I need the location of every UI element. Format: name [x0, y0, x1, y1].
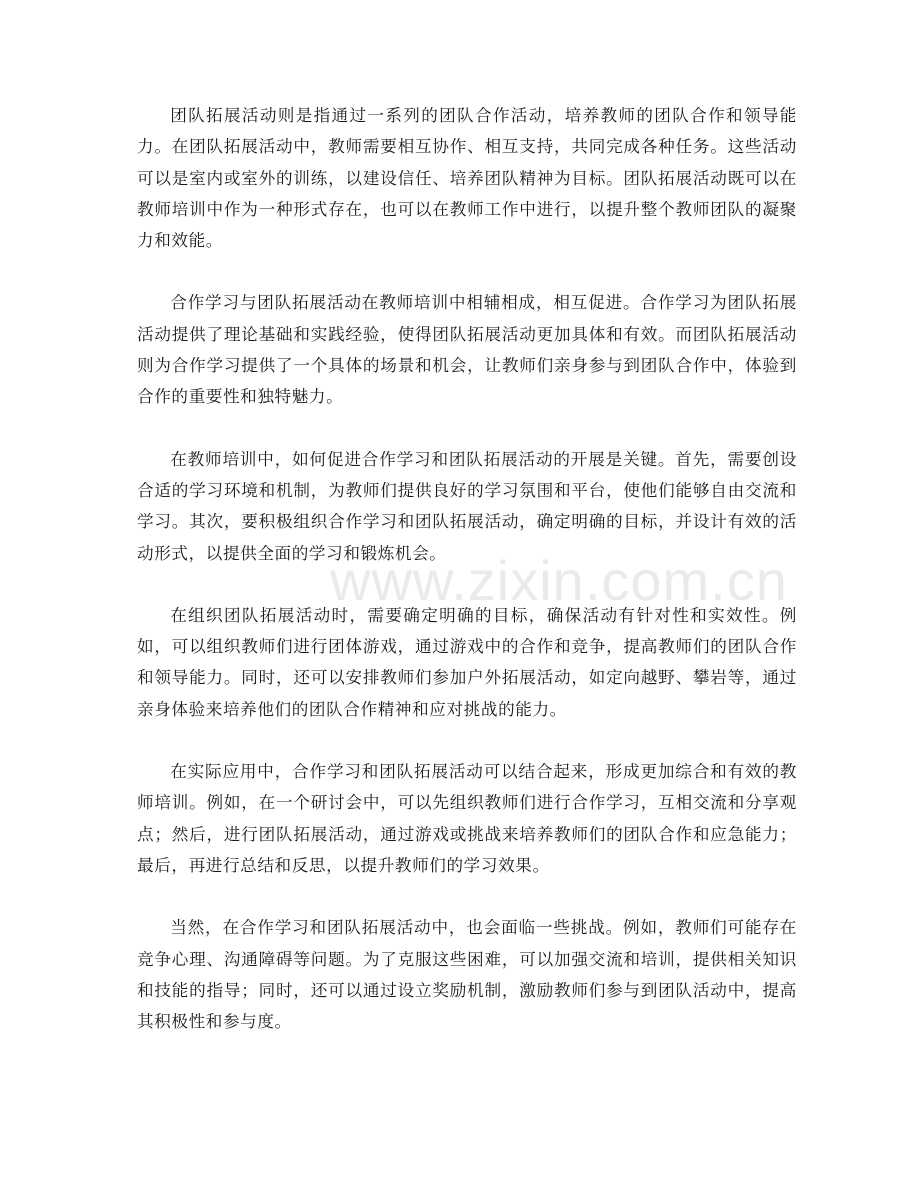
paragraph-organizing-activities: 在组织团队拓展活动时，需要确定明确的目标，确保活动有针对性和实效性。例如，可以组织教师们进行团体游戏，通过游戏中的合作和竞争，提高教师们的团队合作和领导能力。同时，还可以安排教师们参加户外拓展活动，如定向越野、攀岩等，通过亲身体验来培养他们的团队合作精神和应对挑战的能力。: [137, 605, 797, 719]
paragraph-challenges: 当然，在合作学习和团队拓展活动中，也会面临一些挑战。例如，教师们可能存在竞争心理、沟通障碍等问题。为了克服这些困难，可以加强交流和培训，提供相关知识和技能的指导；同时，还可以通过设立奖励机制，激励教师们参与到团队活动中，提高其积极性和参与度。: [137, 918, 797, 1032]
paragraph-mutual-promotion: 合作学习与团队拓展活动在教师培训中相辅相成，相互促进。合作学习为团队拓展活动提供了理论基础和实践经验，使得团队拓展活动更加具体和有效。而团队拓展活动则为合作学习提供了一个具体的场景和机会，让教师们亲身参与到团队合作中，体验到合作的重要性和独特魅力。: [137, 293, 797, 407]
document-body: [137, 100, 797, 1068]
paragraph-practical-application: 在实际应用中，合作学习和团队拓展活动可以结合起来，形成更加综合和有效的教师培训。例如，在一个研讨会中，可以先组织教师们进行合作学习，互相交流和分享观点；然后，进行团队拓展活动，通过游戏或挑战来培养教师们的团队合作和应急能力；最后，再进行总结和反思，以提升教师们的学习效果。: [137, 762, 797, 875]
paragraph-promotion-methods: 在教师培训中，如何促进合作学习和团队拓展活动的开展是关键。首先，需要创设合适的学习环境和机制，为教师们提供良好的学习氛围和平台，使他们能够自由交流和学习。其次，要积极组织合作学习和团队拓展活动，确定明确的目标，并设计有效的活动形式，以提供全面的学习和锻炼机会。: [137, 449, 797, 563]
paragraph-team-building-definition: 团队拓展活动则是指通过一系列的团队合作活动，培养教师的团队合作和领导能力。在团队拓展活动中，教师需要相互协作、相互支持，共同完成各种任务。这些活动可以是室内或室外的训练，以建设信任、培养团队精神为目标。团队拓展活动既可以在教师培训中作为一种形式存在，也可以在教师工作中进行，以提升整个教师团队的凝聚力和效能。: [137, 106, 797, 251]
watermark-text: www.zixin.com.cn: [330, 549, 788, 612]
